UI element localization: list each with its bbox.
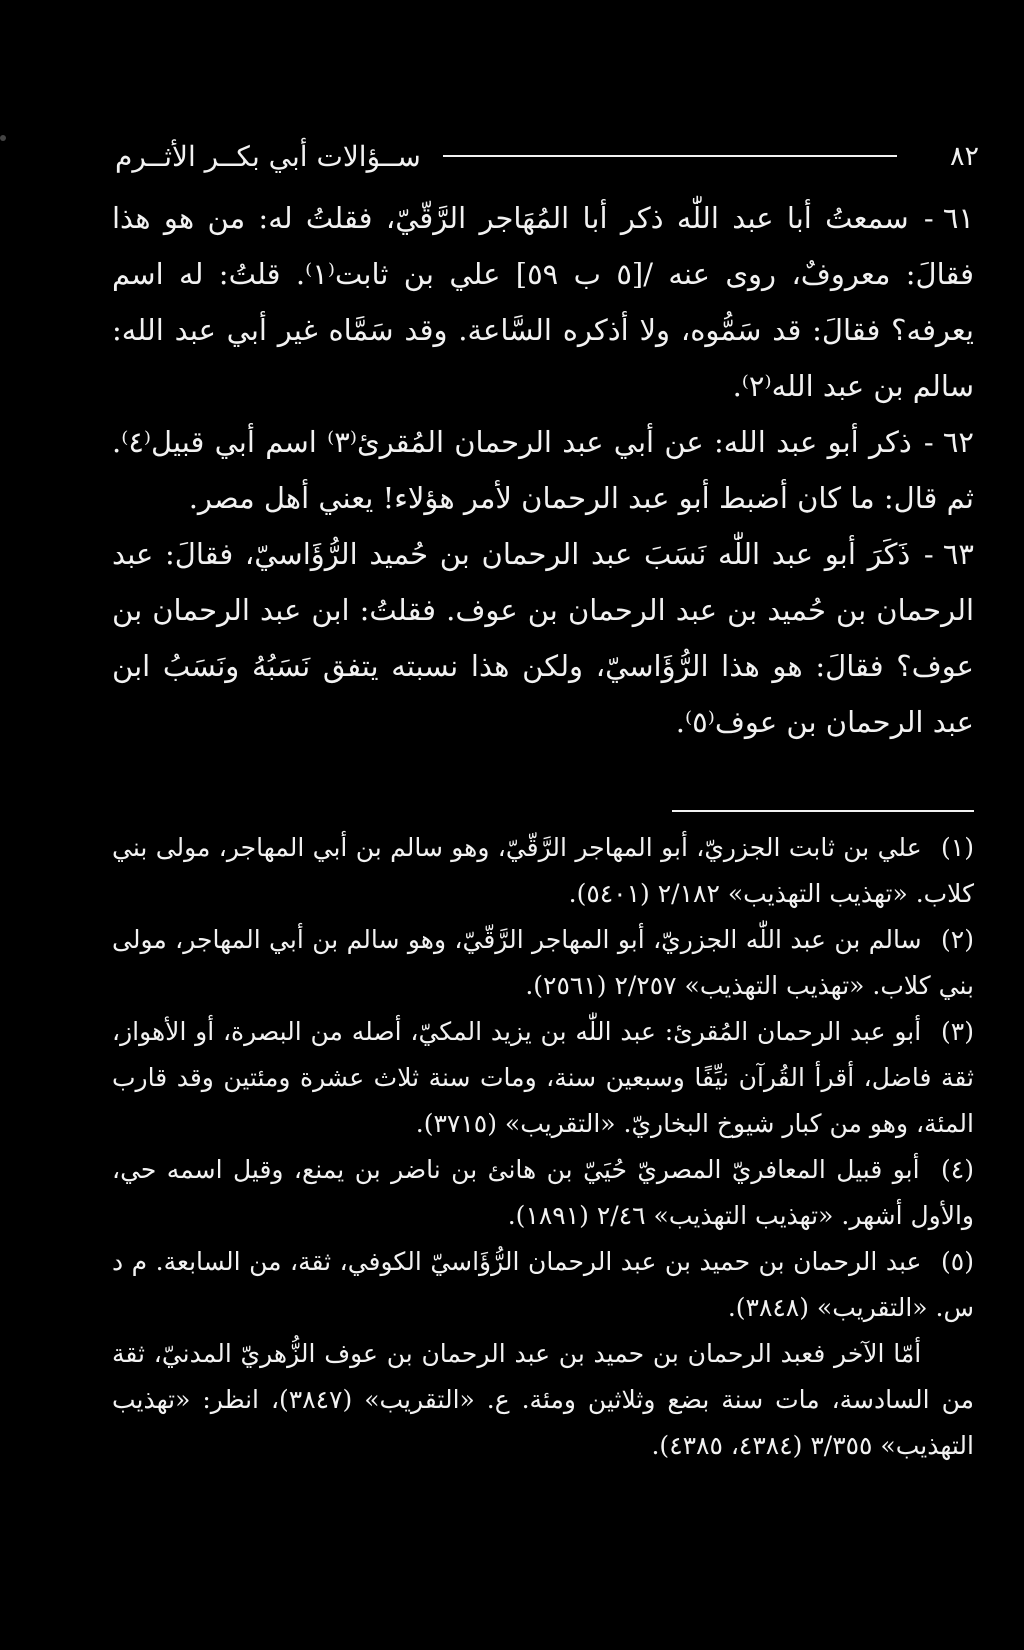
running-title: ســؤالات أبي بكــر الأثــرم [115, 139, 421, 173]
entry-text: ذَكَرَ أبو عبد اللّٰه نَسَبَ عبد الرحمان بن حُميد الرُّؤَاسيّ، فقالَ: عبد الرحمان بن حُميد بن عبد الرحمان بن عوف. فقلتُ: ابن عبد الرحمان بن عوف؟ فقالَ: هو هذا الرُّؤَاسيّ، ولكن هذا نسبته يتفق نَسَبُهُ ونَسَبُ ابن عبد الرحمان بن عوف⁽٥⁾. [112, 537, 974, 739]
entry-63 [112, 526, 974, 750]
scan-edge-mark [0, 135, 6, 141]
footnote-text: أبو قبيل المعافريّ المصريّ حُيَيّ بن هانئ بن ناضر بن يمنع، وقيل اسمه حي، والأول أشهر. «تهذيب التهذيب» ٢/٤٦ (١٨٩١). [112, 1155, 974, 1230]
footnote-5 [112, 1239, 974, 1331]
entry-61 [112, 190, 974, 414]
entry-number: ٦٣ - [923, 537, 974, 571]
footnotes [112, 825, 974, 1469]
page-number: ٨٢ [949, 140, 979, 172]
footnote-text: عبد الرحمان بن حميد بن عبد الرحمان الرُّؤَاسيّ الكوفي، ثقة، من السابعة. م د س. «التقريب» (٣٨٤٨). [112, 1247, 974, 1322]
footnote-separator [672, 810, 974, 812]
footnote-5-continued [112, 1331, 974, 1469]
footnote-2 [112, 917, 974, 1009]
footnote-text: أمّا الآخر فعبد الرحمان بن حميد بن عبد الرحمان بن عوف الزُّهريّ المدنيّ، ثقة من السادسة، مات سنة بضع وثلاثين ومئة. ع. «التقريب» (٣٨٤٧)، انظر: «تهذيب التهذيب» ٣/٣٥٥ (٤٣٨٤، ٤٣٨٥). [112, 1339, 974, 1460]
page-header [115, 132, 979, 180]
footnote-4 [112, 1147, 974, 1239]
entry-text: سمعتُ أبا عبد اللّٰه ذكر أبا المُهَاجر الرَّقّيّ، فقلتُ له: من هو هذا فقالَ: معروفٌ، روى عنه /[٥ ب ٥٩] علي بن ثابت⁽١⁾. قلتُ: له اسم يعرفه؟ فقالَ: قد سَمُّوه، ولا أذكره السَّاعة. وقد سَمَّاه غير أبي عبد الله: سالم بن عبد الله⁽٢⁾. [112, 201, 974, 403]
footnote-number: (٣) [941, 1017, 974, 1046]
footnote-3 [112, 1009, 974, 1147]
main-text [112, 190, 974, 750]
footnote-number: (٢) [941, 925, 974, 954]
footnote-number: (٤) [941, 1155, 974, 1184]
entry-62 [112, 414, 974, 526]
entry-number: ٦١ - [923, 201, 974, 235]
entry-number: ٦٢ - [923, 425, 975, 459]
footnote-text: أبو عبد الرحمان المُقرئ: عبد اللّٰه بن يزيد المكيّ، أصله من البصرة، أو الأهواز، ثقة فاضل، أقرأ القُرآن نيِّفًا وسبعين سنة، ومات سنة ثلاث عشرة ومئتين وقد قارب المئة، وهو من كبار شيوخ البخاريّ. «التقريب» (٣٧١٥). [112, 1017, 974, 1138]
footnote-number: (١) [941, 833, 974, 862]
footnote-text: علي بن ثابت الجزريّ، أبو المهاجر الرَّقّيّ، وهو سالم بن أبي المهاجر، مولى بني كلاب. «تهذيب التهذيب» ٢/١٨٢ (٥٤٠١). [112, 833, 974, 908]
entry-text: ذكر أبو عبد الله: عن أبي عبد الرحمان المُقرئ⁽٣⁾ اسم أبي قبيل⁽٤⁾. ثم قال: ما كان أضبط أبو عبد الرحمان لأمر هؤلاء! يعني أهل مصر. [112, 425, 974, 515]
footnote-text: سالم بن عبد اللّٰه الجزريّ، أبو المهاجر الرَّقّيّ، وهو سالم بن أبي المهاجر، مولى بني كلاب. «تهذيب التهذيب» ٢/٢٥٧ (٢٥٦١). [112, 925, 974, 1000]
footnote-1 [112, 825, 974, 917]
header-rule [443, 155, 897, 157]
footnote-number: (٥) [941, 1247, 974, 1276]
